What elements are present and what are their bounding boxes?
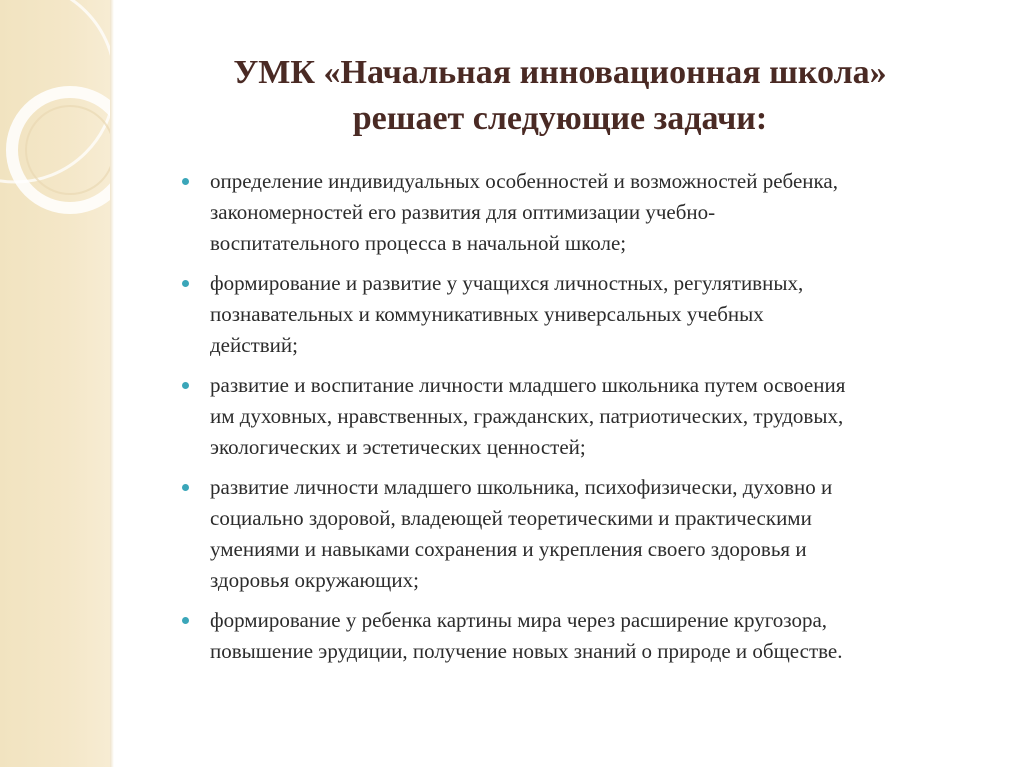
decorative-side-strip: [0, 0, 110, 767]
task-line: развитие личности младшего школьника, психофизически, духовно и: [210, 475, 833, 499]
task-line: развитие и воспитание личности младшего школьника путем освоения: [210, 373, 846, 397]
title-line: УМК «Начальная инновационная школа»: [233, 54, 887, 91]
bullet-icon: [182, 484, 189, 491]
task-line: познавательных и коммуникативных универсальных учебных: [210, 302, 764, 326]
task-item: [182, 166, 1002, 259]
slide-title: [130, 50, 990, 142]
strip-edge: [110, 0, 114, 767]
task-list: [182, 166, 1002, 676]
inner-ring-shape: [26, 106, 110, 194]
task-line: формирование и развитие у учащихся личностных, регулятивных,: [210, 271, 804, 295]
task-item: [182, 605, 1002, 667]
bullet-icon: [182, 382, 189, 389]
bullet-icon: [182, 617, 189, 624]
task-item: [182, 370, 1002, 463]
task-item: [182, 472, 1002, 596]
task-line: воспитательного процесса в начальной школе;: [210, 231, 627, 255]
task-item: [182, 268, 1002, 361]
title-line: решает следующие задачи:: [352, 100, 768, 137]
task-line: здоровья окружающих;: [210, 568, 419, 592]
task-line: экологических и эстетических ценностей;: [210, 435, 586, 459]
task-line: социально здоровой, владеющей теоретическими и практическими: [210, 506, 812, 530]
task-line: им духовных, нравственных, гражданских, патриотических, трудовых,: [210, 404, 844, 428]
task-line: действий;: [210, 333, 298, 357]
task-line: закономерностей его развития для оптимизации учебно-: [210, 200, 716, 224]
decorative-rings: [0, 0, 110, 767]
task-line: определение индивидуальных особенностей и возможностей ребенка,: [210, 169, 838, 193]
task-line: формирование у ребенка картины мира через расширение кругозора,: [210, 608, 828, 632]
bullet-icon: [182, 280, 189, 287]
task-line: повышение эрудиции, получение новых знаний о природе и обществе.: [210, 639, 843, 663]
task-line: умениями и навыками сохранения и укрепления своего здоровья и: [210, 537, 807, 561]
bullet-icon: [182, 178, 189, 185]
